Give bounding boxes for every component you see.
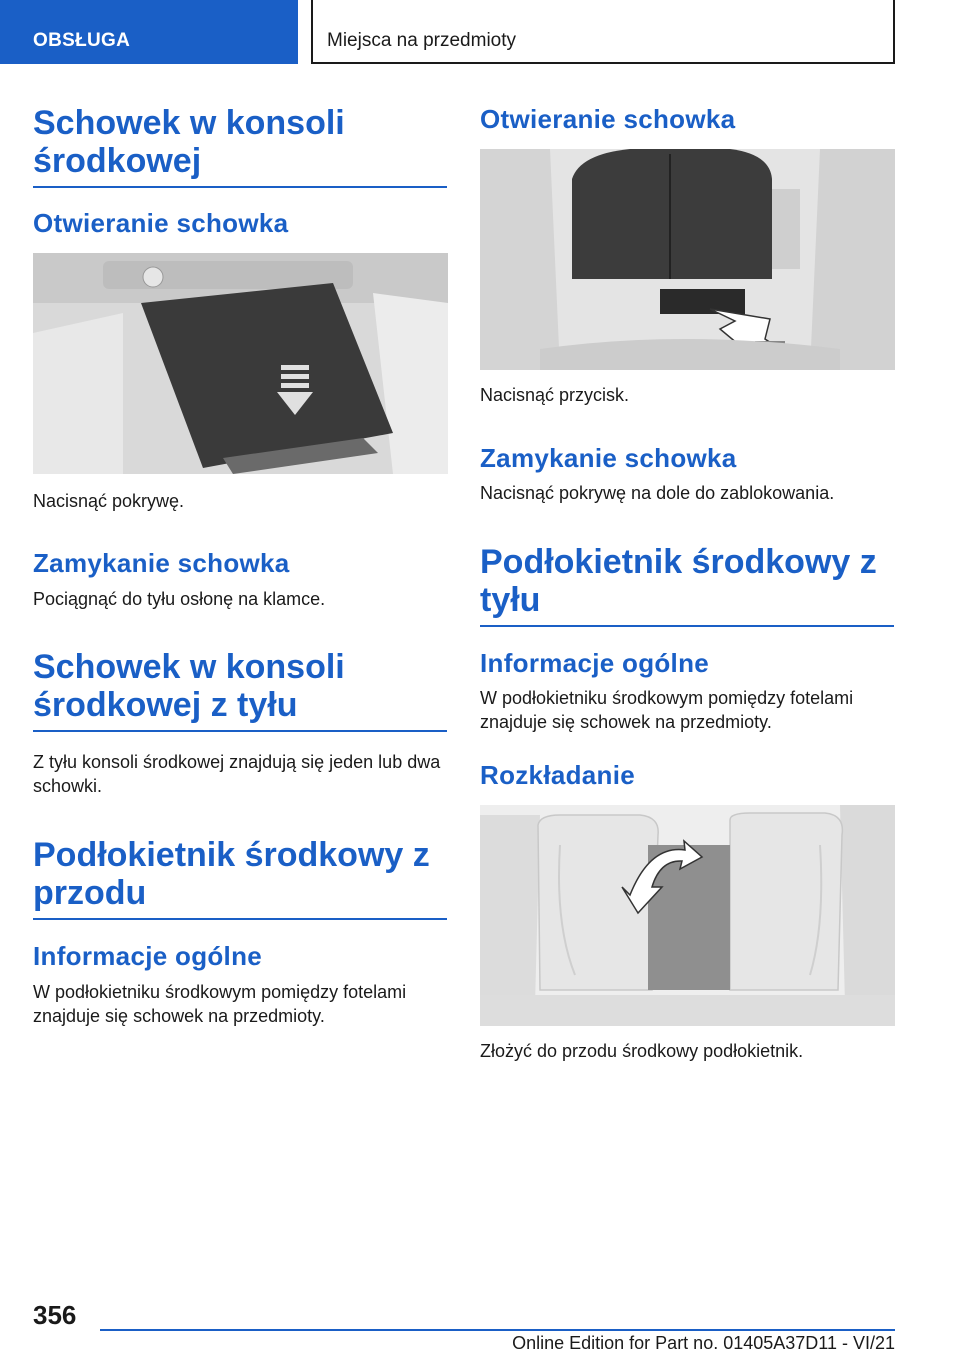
subheading-unfolding: Rozkładanie (480, 760, 636, 790)
subheading-closing-rear: Zamykanie schowka (480, 443, 737, 473)
figure-rear-seat-armrest (480, 805, 895, 1026)
heading-armrest-rear: Podłokietnik środkowy z tyłu (480, 543, 894, 627)
subheading-general-info: Informacje ogólne (33, 941, 263, 971)
caption-unfold: Złożyć do przodu środkowy podłokietnik. (480, 1041, 804, 1061)
subheading-closing: Zamykanie schowka (33, 548, 290, 578)
subheading-general-info-rear: Informacje ogólne (480, 648, 710, 678)
chapter-title: Miejsca na przedmioty (311, 0, 895, 64)
text-general-info-rear: W podłokietniku środkowym pomiędzy fotelami znajduje się schowek na przedmioty. (480, 688, 854, 732)
text-closing-rear: Nacisnąć pokrywę na dole do zablokowania. (480, 483, 835, 503)
figure-rear-armrest-button (480, 149, 895, 370)
heading-console-storage-rear: Schowek w konsoli środkowej z tyłu (33, 648, 447, 732)
heading-armrest-front: Podłokietnik środkowy z przodu (33, 836, 447, 920)
footer-divider (100, 1329, 895, 1331)
text-rear-storage: Z tyłu konsoli środkowej znajdują się jeden lub dwa schowki. (33, 752, 441, 796)
caption-press-button: Nacisnąć przycisk. (480, 385, 630, 405)
subheading-opening-rear: Otwieranie schowka (480, 104, 736, 134)
text-general-info: W podłokietniku środkowym pomiędzy fotelami znajduje się schowek na przedmioty. (33, 982, 407, 1026)
figure-console-compartment (33, 253, 448, 474)
heading-console-storage: Schowek w konsoli środkowej (33, 104, 447, 188)
page-number: 356 (33, 1300, 77, 1330)
text-closing: Pociągnąć do tyłu osłonę na klamce. (33, 589, 326, 609)
footer-edition: Online Edition for Part no. 01405A37D11 - VI/21 (512, 1333, 895, 1353)
section-tab: OBSŁUGA (0, 0, 298, 64)
caption-press-cover: Nacisnąć pokrywę. (33, 491, 185, 511)
subheading-opening: Otwieranie schowka (33, 208, 289, 238)
